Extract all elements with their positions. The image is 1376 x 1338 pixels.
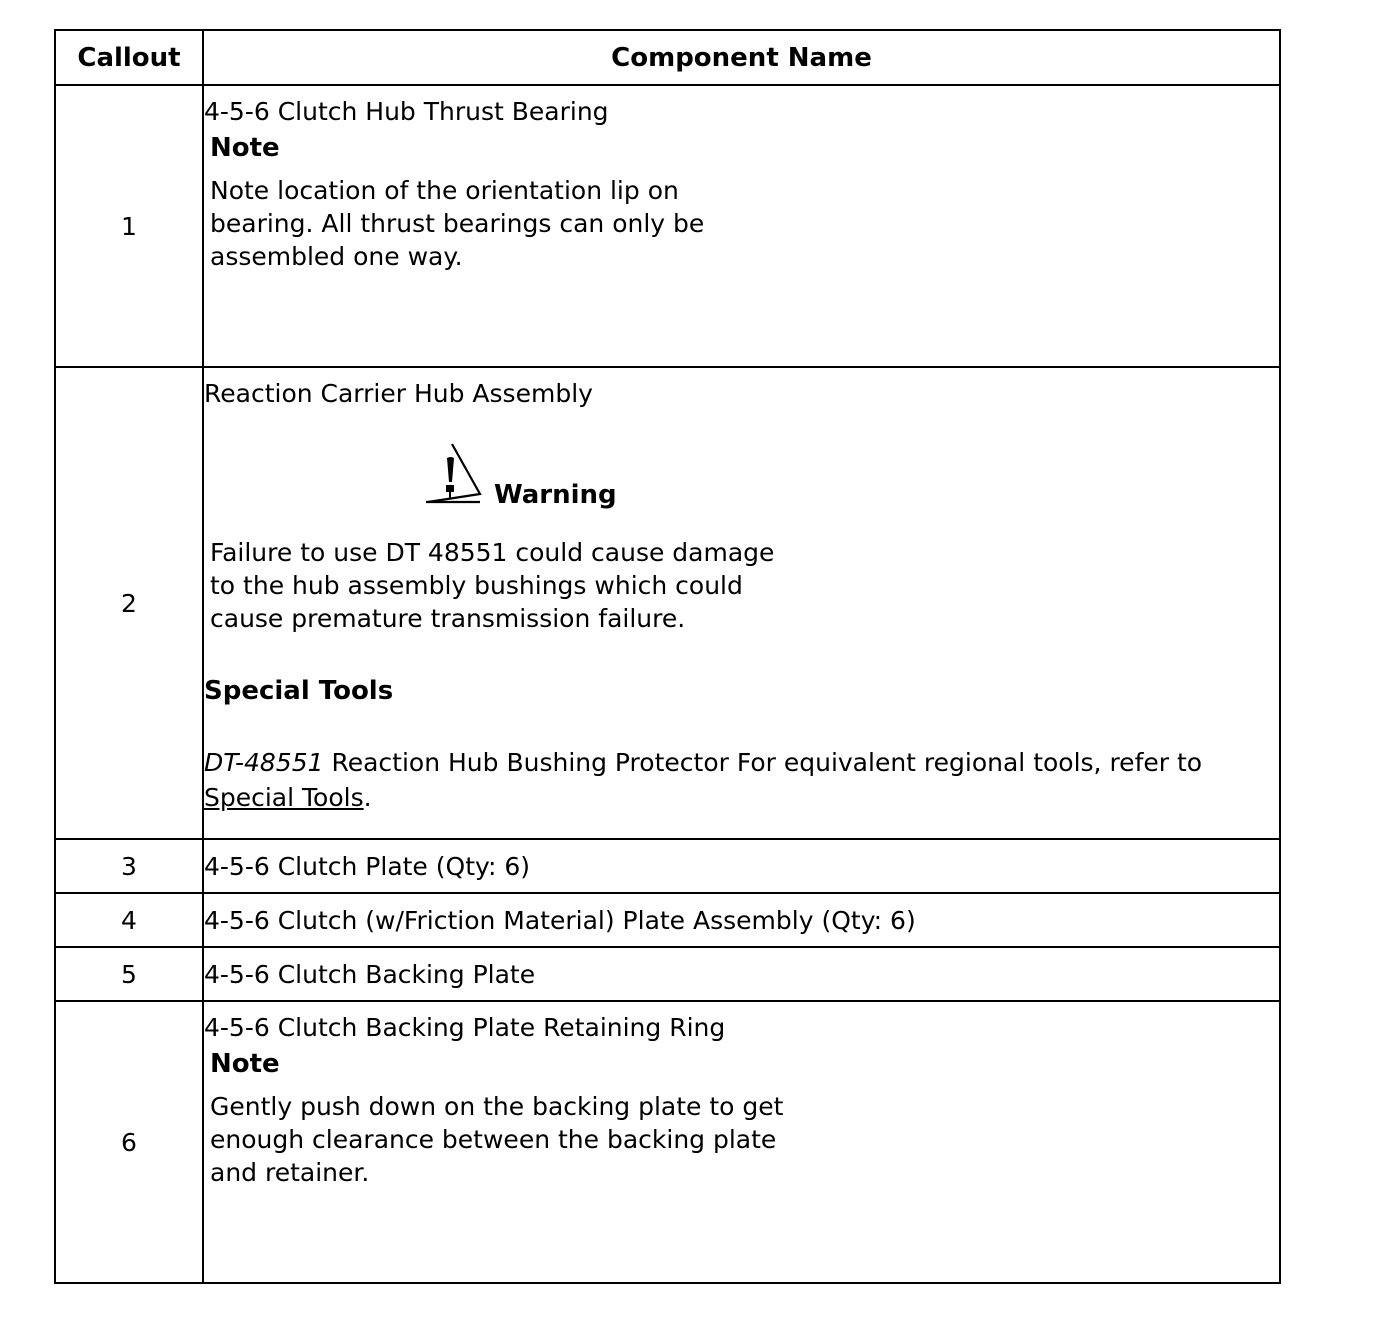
note-text: Gently push down on the backing plate to get enough clearance between the backing plate and retainer. bbox=[210, 1092, 784, 1187]
note-text: Note location of the orientation lip on bearing. All thrust bearings can only be assembled one way. bbox=[210, 176, 705, 271]
warning-triangle-icon bbox=[426, 442, 484, 504]
callout-number: 1 bbox=[55, 85, 203, 367]
component-name: Reaction Carrier Hub Assembly bbox=[204, 379, 593, 408]
tool-text-end: . bbox=[363, 783, 372, 812]
callout-number: 6 bbox=[55, 1001, 203, 1283]
callout-header: Callout bbox=[55, 30, 203, 85]
warning-heading: Warning bbox=[494, 480, 617, 510]
component-table bbox=[54, 29, 1281, 1284]
component-cell bbox=[203, 85, 1280, 367]
component-name: 4-5-6 Clutch Hub Thrust Bearing bbox=[204, 97, 609, 126]
header-row bbox=[55, 30, 1280, 85]
component-name: 4-5-6 Clutch Backing Plate bbox=[203, 947, 1280, 1001]
component-name: 4-5-6 Clutch Backing Plate Retaining Ring bbox=[204, 1013, 726, 1042]
component-name-header: Component Name bbox=[203, 30, 1280, 85]
tool-description: Reaction Hub Bushing Protector For equivalent regional tools, refer to bbox=[323, 748, 1203, 777]
table-row bbox=[55, 839, 1280, 893]
note-heading: Note bbox=[210, 133, 280, 163]
table-row bbox=[55, 1001, 1280, 1283]
special-tools-heading: Special Tools bbox=[204, 676, 394, 706]
table-row bbox=[55, 893, 1280, 947]
table-row bbox=[55, 85, 1280, 367]
tool-id: DT-48551 bbox=[204, 748, 324, 777]
callout-number: 4 bbox=[55, 893, 203, 947]
table-row bbox=[55, 367, 1280, 839]
warning-text: Failure to use DT 48551 could cause damage to the hub assembly bushings which could cause premature transmission failure. bbox=[210, 538, 775, 633]
callout-number: 2 bbox=[55, 367, 203, 839]
component-name: 4-5-6 Clutch Plate (Qty: 6) bbox=[203, 839, 1280, 893]
component-cell bbox=[203, 367, 1280, 839]
special-tools-text bbox=[204, 745, 1279, 815]
special-tools-link[interactable]: Special Tools bbox=[204, 783, 364, 812]
component-cell bbox=[203, 1001, 1280, 1283]
table-row bbox=[55, 947, 1280, 1001]
warning-block bbox=[204, 432, 1279, 532]
note-heading: Note bbox=[210, 1049, 280, 1079]
callout-number: 5 bbox=[55, 947, 203, 1001]
callout-number: 3 bbox=[55, 839, 203, 893]
component-name: 4-5-6 Clutch (w/Friction Material) Plate Assembly (Qty: 6) bbox=[203, 893, 1280, 947]
